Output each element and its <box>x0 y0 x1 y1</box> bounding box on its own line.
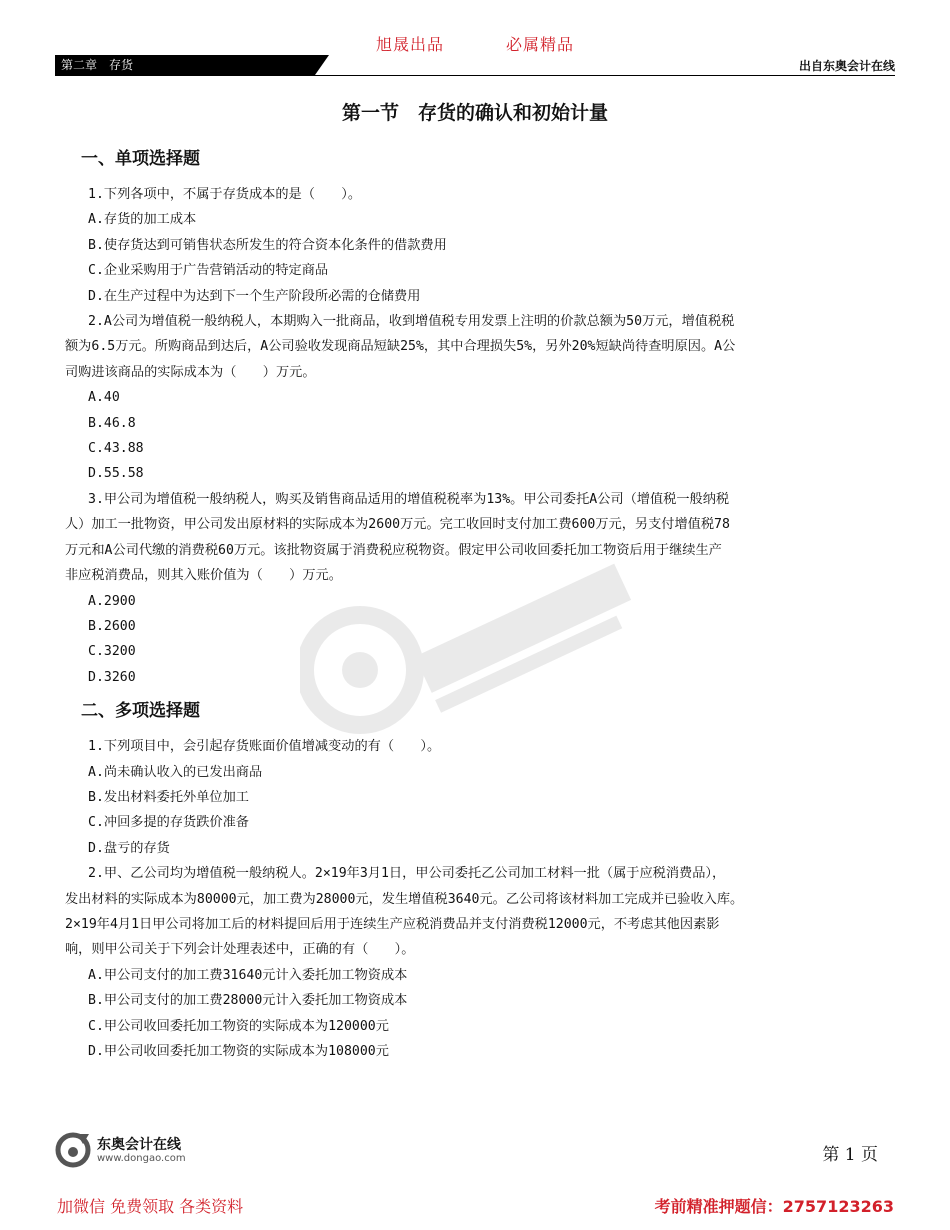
part2-heading: 二、多项选择题 <box>81 701 200 722</box>
question-text: 人）加工一批物资，甲公司发出原材料的实际成本为2600万元。完工收回时支付加工费600万元，另支付增值税78 <box>65 517 730 533</box>
option-b: B.发出材料委托外单位加工 <box>88 789 249 805</box>
option-c: C.甲公司收回委托加工物资的实际成本为120000元 <box>88 1018 389 1034</box>
option-b: B.甲公司支付的加工费28000元计入委托加工物资成本 <box>88 993 408 1009</box>
option-b: B.使存货达到可销售状态所发生的符合资本化条件的借款费用 <box>88 237 447 253</box>
question-text: 3.甲公司为增值税一般纳税人，购买及销售商品适用的增值税税率为13%。甲公司委托A公司（增值税一般纳税 <box>88 491 730 507</box>
section-title: 第一节 存货的确认和初始计量 <box>341 102 608 124</box>
option-b: B.2600 <box>88 618 136 634</box>
option-a: A.尚未确认收入的已发出商品 <box>88 764 263 780</box>
promo-right: 考前精准押题信：2757123263 <box>654 1197 894 1216</box>
part1-heading: 一、单项选择题 <box>81 149 200 169</box>
option-b: B.46.8 <box>88 415 136 431</box>
question-text: 发出材料的实际成本为80000元，加工费为28000元，发生增值税3640元。乙公司将该材料加工完成并已验收入库。 <box>65 891 744 907</box>
footer-logo <box>55 1132 186 1168</box>
question-text: 额为6.5万元。所购商品到达后，A公司验收发现商品短缺25%，其中合理损失5%，另外20%短缺尚待查明原因。A公 <box>65 339 736 355</box>
option-a: A.40 <box>88 390 120 406</box>
banner-left-text: 旭晟出品 <box>375 35 444 54</box>
option-a: A.2900 <box>88 593 136 609</box>
chapter-label: 第二章 存货 <box>55 55 315 75</box>
option-c: C.3200 <box>88 644 136 660</box>
question-text: 响，则甲公司关于下列会计处理表述中，正确的有（ ）。 <box>65 942 415 958</box>
question-text: 2.A公司为增值税一般纳税人，本期购入一批商品，收到增值税专用发票上注明的价款总额为50万元，增值税税 <box>88 314 735 330</box>
document-body <box>65 146 895 1064</box>
page-number: 第 1 页 <box>822 1145 878 1165</box>
option-d: D.55.58 <box>88 466 144 482</box>
option-d: D.甲公司收回委托加工物资的实际成本为108000元 <box>88 1044 389 1059</box>
question-text: 2.甲、乙公司均为增值税一般纳税人。2×19年3月1日，甲公司委托乙公司加工材料一批（属于应税消费品）， <box>88 866 726 882</box>
question-text: 1.下列各项中，不属于存货成本的是（ ）。 <box>88 187 362 202</box>
question-text: 2×19年4月1日甲公司将加工后的材料提回后用于连续生产应税消费品并支付消费税12000元，不考虑其他因素影 <box>65 916 720 932</box>
option-c: C.43.88 <box>88 441 144 457</box>
question-text: 1.下列项目中，会引起存货账面价值增减变动的有（ ）。 <box>88 739 441 755</box>
source-label: 出自东奥会计在线 <box>798 59 895 73</box>
question-text: 司购进该商品的实际成本为（ ）万元。 <box>65 364 316 380</box>
option-a: A.存货的加工成本 <box>88 212 197 228</box>
dongao-logo-icon <box>55 1132 91 1168</box>
option-d: D.盘亏的存货 <box>88 840 170 856</box>
option-c: C.冲回多提的存货跌价准备 <box>88 815 249 831</box>
option-c: C.企业采购用于广告营销活动的特定商品 <box>88 263 329 279</box>
question-text: 非应税消费品，则其入账价值为（ ）万元。 <box>65 568 342 584</box>
logo-brand-text: 东奥会计在线 <box>97 1136 181 1153</box>
logo-url-text: www.dongao.com <box>97 1152 186 1164</box>
question-text: 万元和A公司代缴的消费税60万元。该批物资属于消费税应税物资。假定甲公司收回委托加工物资后用于继续生产 <box>65 542 722 558</box>
option-d: D.3260 <box>88 669 136 685</box>
page-header <box>55 55 895 76</box>
option-d: D.在生产过程中为达到下一个生产阶段所必需的仓储费用 <box>88 288 421 304</box>
option-a: A.甲公司支付的加工费31640元计入委托加工物资成本 <box>88 967 408 983</box>
banner-right-text: 必属精品 <box>506 35 575 54</box>
promo-left: 加微信 免费领取 各类资料 <box>57 1197 244 1216</box>
top-banner <box>0 32 950 55</box>
